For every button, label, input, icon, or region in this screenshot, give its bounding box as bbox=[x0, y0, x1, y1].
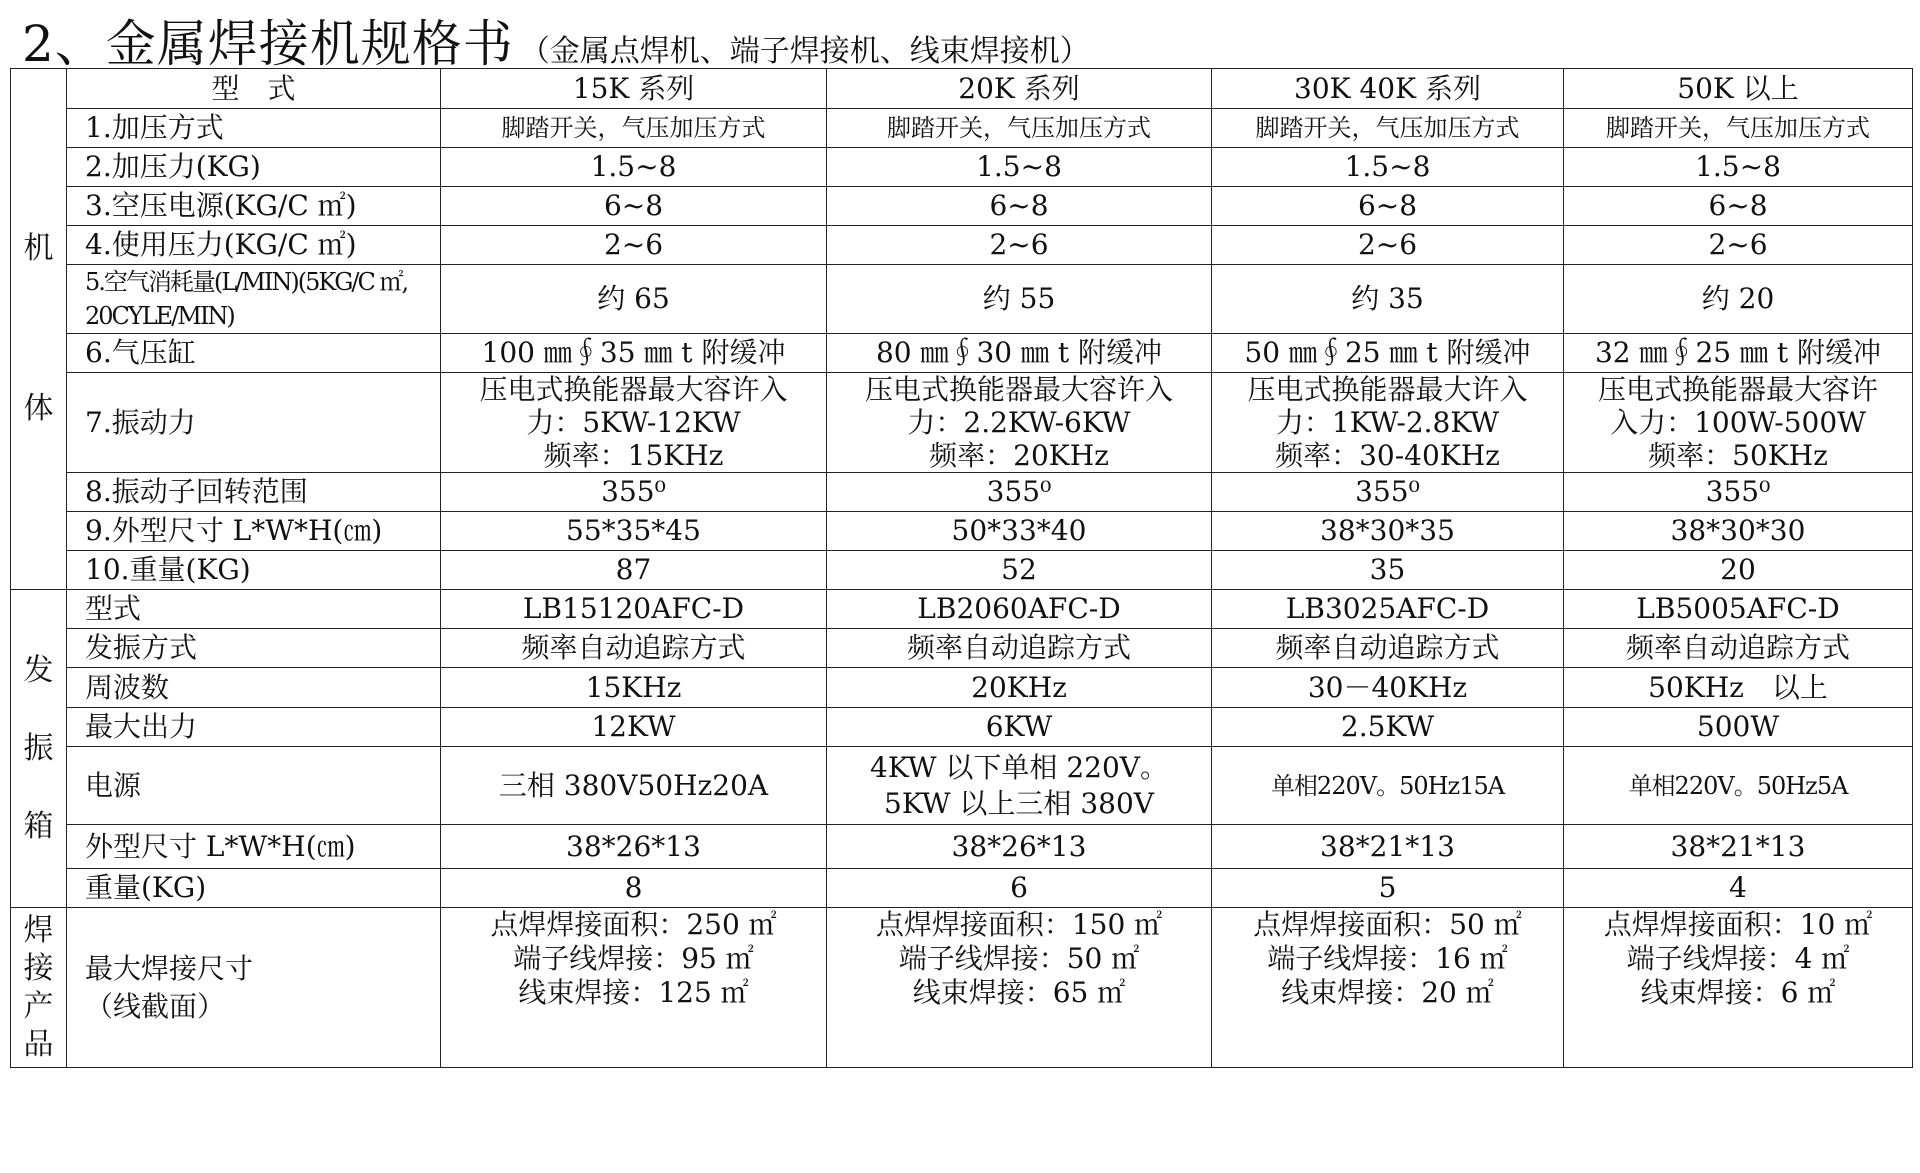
row-label: 5.空气消耗量(L/MIN)(5KG/C ㎡, 20CYLE/MIN) bbox=[67, 265, 441, 334]
cell: 355⁰ bbox=[441, 473, 827, 512]
cell: 38*30*35 bbox=[1212, 512, 1564, 551]
cell: 频率自动追踪方式 bbox=[1564, 629, 1913, 668]
cell: 5 bbox=[1212, 869, 1564, 908]
table-row bbox=[11, 473, 1913, 512]
cell: 压电式换能器最大许入 力：1KW-2.8KW 频率：30-40KHz bbox=[1212, 373, 1564, 473]
cell: 6KW bbox=[827, 708, 1212, 747]
row-label: 发振方式 bbox=[67, 629, 441, 668]
cell: 38*26*13 bbox=[441, 825, 827, 869]
cell: 1.5~8 bbox=[441, 148, 827, 187]
cell: 2~6 bbox=[1212, 226, 1564, 265]
model-header: 50K 以上 bbox=[1564, 69, 1913, 109]
cell: 约 35 bbox=[1212, 265, 1564, 334]
cell: 50KHz 以上 bbox=[1564, 668, 1913, 708]
cell: 355⁰ bbox=[1564, 473, 1913, 512]
cell: 压电式换能器最大容许入 力：5KW-12KW 频率：15KHz bbox=[441, 373, 827, 473]
cell: 脚踏开关，气压加压方式 bbox=[1212, 109, 1564, 148]
cell: 100 ㎜∮35 ㎜ t 附缓冲 bbox=[441, 334, 827, 373]
row-label: 6.气压缸 bbox=[67, 334, 441, 373]
cell: 1.5~8 bbox=[1564, 148, 1913, 187]
header-row bbox=[11, 69, 1913, 109]
cell: 50*33*40 bbox=[827, 512, 1212, 551]
cell: 点焊焊接面积：150 ㎡ 端子线焊接：50 ㎡ 线束焊接：65 ㎡ bbox=[827, 908, 1212, 1068]
cell: 6~8 bbox=[1564, 187, 1913, 226]
cell: 单相220V。50Hz15A bbox=[1212, 747, 1564, 825]
cell: 压电式换能器最大容许 入力：100W-500W 频率：50KHz bbox=[1564, 373, 1913, 473]
cell: 38*26*13 bbox=[827, 825, 1212, 869]
cell: 32 ㎜∮25 ㎜ t 附缓冲 bbox=[1564, 334, 1913, 373]
cell: 约 65 bbox=[441, 265, 827, 334]
cell: 脚踏开关，气压加压方式 bbox=[441, 109, 827, 148]
cell: 点焊焊接面积：10 ㎡ 端子线焊接：4 ㎡ 线束焊接：6 ㎡ bbox=[1564, 908, 1913, 1068]
model-header: 20K 系列 bbox=[827, 69, 1212, 109]
cell: 2.5KW bbox=[1212, 708, 1564, 747]
table-row bbox=[11, 908, 1913, 1068]
table-row bbox=[11, 109, 1913, 148]
table-row bbox=[11, 708, 1913, 747]
table-row bbox=[11, 373, 1913, 473]
cell: 2~6 bbox=[827, 226, 1212, 265]
cell: 20KHz bbox=[827, 668, 1212, 708]
row-label: 3.空压电源(KG/C ㎡) bbox=[67, 187, 441, 226]
cell: 1.5~8 bbox=[1212, 148, 1564, 187]
cell: 频率自动追踪方式 bbox=[1212, 629, 1564, 668]
title-main: 2、金属焊接机规格书 bbox=[22, 15, 514, 73]
table-row bbox=[11, 590, 1913, 629]
table-row bbox=[11, 747, 1913, 825]
table-row bbox=[11, 512, 1913, 551]
row-label: 最大焊接尺寸 （线截面） bbox=[67, 908, 441, 1068]
cell: 355⁰ bbox=[1212, 473, 1564, 512]
cell: 1.5~8 bbox=[827, 148, 1212, 187]
table-row bbox=[11, 334, 1913, 373]
cell: 单相220V。50Hz5A bbox=[1564, 747, 1913, 825]
row-label: 型式 bbox=[67, 590, 441, 629]
cell: 80 ㎜∮30 ㎜ t 附缓冲 bbox=[827, 334, 1212, 373]
row-label: 2.加压力(KG) bbox=[67, 148, 441, 187]
cell: 20 bbox=[1564, 551, 1913, 590]
cell: 52 bbox=[827, 551, 1212, 590]
table-row bbox=[11, 551, 1913, 590]
cell: 频率自动追踪方式 bbox=[827, 629, 1212, 668]
row-label: 周波数 bbox=[67, 668, 441, 708]
cell: LB3025AFC-D bbox=[1212, 590, 1564, 629]
row-label: 外型尺寸 L*W*H(㎝) bbox=[67, 825, 441, 869]
row-label: 10.重量(KG) bbox=[67, 551, 441, 590]
group-label-body: 机 体 bbox=[11, 69, 67, 590]
cell: 脚踏开关，气压加压方式 bbox=[1564, 109, 1913, 148]
table-row bbox=[11, 226, 1913, 265]
cell: 6~8 bbox=[1212, 187, 1564, 226]
cell: 点焊焊接面积：50 ㎡ 端子线焊接：16 ㎡ 线束焊接：20 ㎡ bbox=[1212, 908, 1564, 1068]
cell: LB15120AFC-D bbox=[441, 590, 827, 629]
cell: 6~8 bbox=[441, 187, 827, 226]
row-label: 9.外型尺寸 L*W*H(㎝) bbox=[67, 512, 441, 551]
model-header: 30K 40K 系列 bbox=[1212, 69, 1564, 109]
cell: 50 ㎜∮25 ㎜ t 附缓冲 bbox=[1212, 334, 1564, 373]
cell: 500W bbox=[1564, 708, 1913, 747]
cell: 87 bbox=[441, 551, 827, 590]
table-row bbox=[11, 668, 1913, 708]
cell: 38*30*30 bbox=[1564, 512, 1913, 551]
page-title bbox=[22, 4, 1090, 73]
cell: 约 20 bbox=[1564, 265, 1913, 334]
table-row bbox=[11, 265, 1913, 334]
cell: 脚踏开关，气压加压方式 bbox=[827, 109, 1212, 148]
table-row bbox=[11, 148, 1913, 187]
cell: 点焊焊接面积：250 ㎡ 端子线焊接：95 ㎡ 线束焊接：125 ㎡ bbox=[441, 908, 827, 1068]
cell: 6~8 bbox=[827, 187, 1212, 226]
table-row bbox=[11, 825, 1913, 869]
table-row bbox=[11, 187, 1913, 226]
group-label-product: 焊 接 产 品 bbox=[11, 908, 67, 1068]
cell: 35 bbox=[1212, 551, 1564, 590]
cell: 355⁰ bbox=[827, 473, 1212, 512]
table-row bbox=[11, 869, 1913, 908]
row-label: 7.振动力 bbox=[67, 373, 441, 473]
group-label-oscillator: 发 振 箱 bbox=[11, 590, 67, 908]
model-header: 15K 系列 bbox=[441, 69, 827, 109]
row-label: 8.振动子回转范围 bbox=[67, 473, 441, 512]
row-label: 电源 bbox=[67, 747, 441, 825]
title-subtitle: （金属点焊机、端子焊接机、线束焊接机） bbox=[519, 34, 1090, 69]
row-label: 最大出力 bbox=[67, 708, 441, 747]
cell: 频率自动追踪方式 bbox=[441, 629, 827, 668]
cell: 55*35*45 bbox=[441, 512, 827, 551]
cell: 2~6 bbox=[1564, 226, 1913, 265]
model-label: 型 式 bbox=[67, 69, 441, 109]
row-label: 重量(KG) bbox=[67, 869, 441, 908]
cell: 12KW bbox=[441, 708, 827, 747]
row-label: 1.加压方式 bbox=[67, 109, 441, 148]
cell: 8 bbox=[441, 869, 827, 908]
cell: 38*21*13 bbox=[1564, 825, 1913, 869]
cell: 30－40KHz bbox=[1212, 668, 1564, 708]
cell: 三相 380V50Hz20A bbox=[441, 747, 827, 825]
cell: 6 bbox=[827, 869, 1212, 908]
cell: 约 55 bbox=[827, 265, 1212, 334]
row-label: 4.使用压力(KG/C ㎡) bbox=[67, 226, 441, 265]
cell: 15KHz bbox=[441, 668, 827, 708]
cell: LB2060AFC-D bbox=[827, 590, 1212, 629]
cell: 4KW 以下单相 220V。 5KW 以上三相 380V bbox=[827, 747, 1212, 825]
cell: 2~6 bbox=[441, 226, 827, 265]
cell: 38*21*13 bbox=[1212, 825, 1564, 869]
spec-table bbox=[10, 68, 1913, 1068]
cell: LB5005AFC-D bbox=[1564, 590, 1913, 629]
cell: 压电式换能器最大容许入 力：2.2KW-6KW 频率：20KHz bbox=[827, 373, 1212, 473]
table-row bbox=[11, 629, 1913, 668]
cell: 4 bbox=[1564, 869, 1913, 908]
